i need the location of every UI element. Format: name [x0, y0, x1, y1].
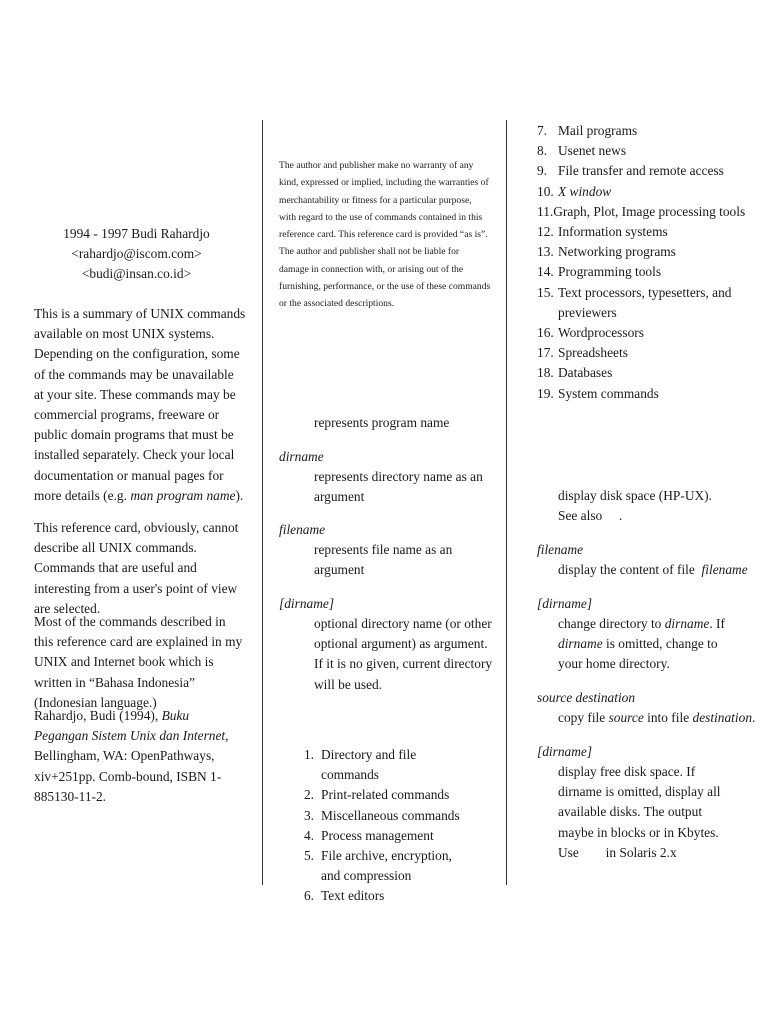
toc-item: 10. X window — [537, 183, 612, 199]
scope-paragraph: This reference card, obviously, cannot describe all UNIX commands. Commands that are useful and interesting from a user's point of view are selected. — [34, 520, 239, 616]
toc-item: 13. Networking programs — [537, 244, 676, 260]
toc-list-part1 — [279, 745, 494, 907]
cd-definition: change directory to dirname. If dirname is omitted, change to your home directory. — [558, 616, 725, 672]
intro-paragraph: This is a summary of UNIX commands available on most UNIX systems. Depending on the configuration, some of the commands may be unavailable at your site. These commands may be commercial programs, freeware or public domain programs that must be installed separately. Check your local documentation or manual pages for more details (e.g. man program name). — [34, 306, 246, 503]
author-email-2: <budi@insan.co.id> — [81, 266, 192, 281]
diskspace-definition: display disk space (HP-UX). See also . — [558, 488, 712, 524]
optional-dirname-term: [dirname] — [279, 596, 335, 611]
df-definition: display free disk space. If dirname is omitted, display all available disks. The output maybe in blocks or in Kbytes. Use in Solaris 2.x — [558, 764, 721, 860]
optional-dirname-definition: optional directory name (or other optional argument) as argument. If it is no given, current directory will be used. — [314, 616, 493, 692]
toc-item: 5. File archive, encryption, and compression — [303, 848, 452, 884]
toc-item: 7. Mail programs — [537, 123, 638, 138]
toc-item: 19. System commands — [537, 385, 659, 401]
disclaimer-text: The author and publisher make no warranty of any kind, expressed or implied, including the warranties of merchantability or fitness for a particular purpose, with regard to the use of commands contained in this reference card. This reference card is provided “as is”. The author and publisher shall not be liable for damage in connection with, or arising out of the furnishing, performance, or the use of these commands or the associated descriptions. — [279, 160, 491, 310]
cat-term: filename — [537, 542, 584, 557]
toc-item: 1. Directory and file commands — [303, 747, 417, 783]
filename-term: filename — [279, 522, 326, 537]
book-paragraph: Most of the commands described in this reference card are explained in my UNIX and Internet book which is written in “Bahasa Indonesia” (Indonesian language.) — [34, 614, 243, 710]
dirname-definition: represents directory name as an argument — [314, 469, 483, 505]
filename-definition: represents file name as an argument — [314, 542, 453, 578]
toc-list-part2 — [537, 121, 746, 404]
cp-definition: copy file source into file destination. — [558, 710, 756, 725]
toc-item: 11. Graph, Plot, Image processing tools — [537, 203, 746, 219]
dirname-term: dirname — [279, 449, 324, 464]
program-definition: represents program name — [314, 415, 450, 430]
copyright-line: 1994 - 1997 Budi Rahardjo — [63, 226, 210, 241]
toc-item: 16. Wordprocessors — [537, 325, 644, 341]
column-divider-right — [506, 120, 507, 885]
df-term: [dirname] — [537, 744, 593, 759]
cd-term: [dirname] — [537, 596, 593, 611]
toc-item: 12. Information systems — [537, 224, 668, 240]
author-email-1: <rahardjo@iscom.com> — [71, 246, 202, 261]
citation-paragraph: Rahardjo, Budi (1994), Buku Pegangan Sistem Unix dan Internet, Bellingham, WA: OpenPathways, xiv+251pp. Comb-bound, ISBN 1-885130-11-2. — [34, 708, 229, 804]
toc-item: 14. Programming tools — [537, 264, 662, 280]
cp-term: source destination — [537, 690, 636, 705]
toc-item: 6. Text editors — [303, 888, 385, 904]
toc-item: 15. Text processors, typesetters, and previewers — [537, 284, 732, 320]
toc-item: 18. Databases — [537, 365, 613, 381]
cat-definition: display the content of file filename — [558, 562, 748, 577]
toc-item: 9. File transfer and remote access — [537, 163, 724, 179]
column-divider-left — [262, 120, 263, 885]
toc-item: 2. Print-related commands — [303, 787, 450, 803]
toc-item: 3. Miscellaneous commands — [303, 807, 460, 823]
toc-item: 4. Process management — [303, 827, 434, 843]
toc-item: 17. Spreadsheets — [537, 345, 628, 361]
toc-item: 8. Usenet news — [537, 143, 627, 159]
